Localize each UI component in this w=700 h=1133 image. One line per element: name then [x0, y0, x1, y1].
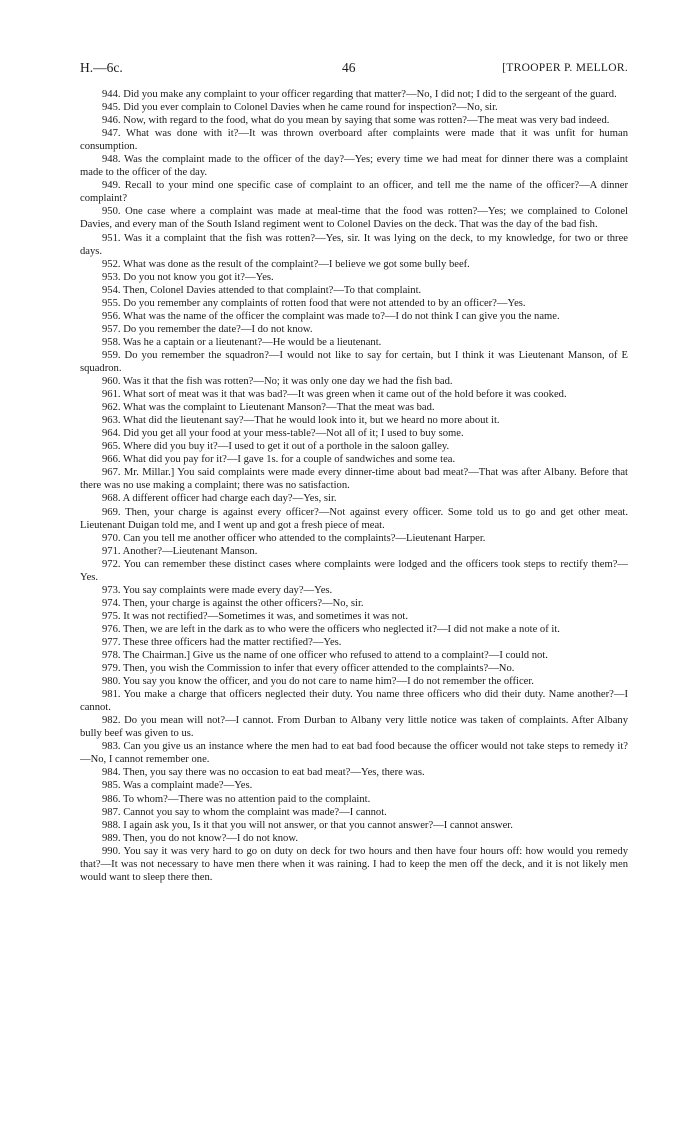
transcript-body	[80, 88, 628, 884]
question-answer: 953. Do you not know you got it?—Yes.	[102, 271, 274, 283]
question-answer: 982. Do you mean will not?—I cannot. From Durban to Albany very little notice was taken of complaints. After Albany bully beef was given to us.	[80, 715, 628, 740]
question-answer: 958. Was he a captain or a lieutenant?—He would be a lieutenant.	[102, 336, 382, 348]
question-answer: 955. Do you remember any complaints of rotten food that were not attended to by an officer?—Yes.	[102, 297, 526, 309]
question-answer: 960. Was it that the fish was rotten?—No; it was only one day we had the fish bad.	[102, 376, 453, 388]
question-answer: 949. Recall to your mind one specific case of complaint to an officer, and tell me the name of the officer?—A dinner complaint?	[80, 180, 628, 205]
question-answer: 970. Can you tell me another officer who attended to the complaints?—Lieutenant Harper.	[102, 532, 486, 544]
question-answer: 977. These three officers had the matter rectified?—Yes.	[102, 636, 342, 648]
question-answer: 957. Do you remember the date?—I do not know.	[102, 323, 313, 335]
question-answer: 978. The Chairman.] Give us the name of one officer who refused to attend to a complaint?—I could not.	[102, 650, 548, 662]
question-answer: 962. What was the complaint to Lieutenant Manson?—That the meat was bad.	[102, 402, 435, 414]
question-answer: 971. Another?—Lieutenant Manson.	[102, 545, 258, 557]
question-answer: 979. Then, you wish the Commission to infer that every officer attended to the complaints?—No.	[102, 663, 515, 675]
question-answer: 984. Then, you say there was no occasion to eat bad meat?—Yes, there was.	[102, 767, 425, 779]
question-answer: 964. Did you get all your food at your mess-table?—Not all of it; I used to buy some.	[102, 428, 464, 440]
question-answer: 988. I again ask you, Is it that you will not answer, or that you cannot answer?—I cannot answer.	[102, 819, 513, 831]
question-answer: 952. What was done as the result of the complaint?—I believe we got some bully beef.	[102, 258, 470, 270]
question-answer: 946. Now, with regard to the food, what do you mean by saying that some was rotten?—The meat was very bad indeed.	[102, 115, 610, 127]
question-answer: 983. Can you give us an instance where the men had to eat bad food because the officer would not take steps to remedy it?—No, I cannot remember one.	[80, 741, 628, 766]
question-answer: 966. What did you pay for it?—I gave 1s. for a couple of sandwiches and some tea.	[102, 454, 456, 466]
question-answer: 969. Then, your charge is against every officer?—Not against every officer. Some told us to go and get other meat. Lieutenant Duigan told me, and I went up and got a fresh piece of meat.	[80, 506, 628, 531]
question-answer: 956. What was the name of the officer the complaint was made to?—I do not think I can give you the name.	[102, 310, 560, 322]
question-answer: 948. Was the complaint made to the officer of the day?—Yes; every time we had meat for dinner there was a complaint made to the officer of the day.	[80, 154, 628, 179]
question-answer: 980. You say you know the officer, and you do not care to name him?—I do not remember the officer.	[102, 676, 534, 688]
question-answer: 954. Then, Colonel Davies attended to that complaint?—To that complaint.	[102, 284, 422, 296]
question-answer: 973. You say complaints were made every day?—Yes.	[102, 584, 333, 596]
question-answer: 987. Cannot you say to whom the complaint was made?—I cannot.	[102, 806, 387, 818]
question-answer: 959. Do you remember the squadron?—I would not like to say for certain, but I think it was Lieutenant Manson, of E squadron.	[80, 349, 628, 374]
document-reference: H.—6c.	[80, 60, 123, 75]
question-answer: 974. Then, your charge is against the other officers?—No, sir.	[102, 597, 364, 609]
question-answer: 975. It was not rectified?—Sometimes it was, and sometimes it was not.	[102, 610, 408, 622]
question-answer: 965. Where did you buy it?—I used to get it out of a porthole in the saloon galley.	[102, 441, 450, 453]
question-answer: 968. A different officer had charge each day?—Yes, sir.	[102, 493, 337, 505]
question-answer: 961. What sort of meat was it that was bad?—It was green when it came out of the hold before it was cooked.	[102, 389, 567, 401]
page-header	[80, 60, 628, 78]
page-number: 46	[342, 60, 356, 75]
question-answer: 985. Was a complaint made?—Yes.	[102, 780, 253, 792]
question-answer: 944. Did you make any complaint to your officer regarding that matter?—No, I did not; I did to the sergeant of the guard.	[102, 89, 617, 100]
question-answer: 947. What was done with it?—It was thrown overboard after complaints were made that it was unfit for human consumption.	[80, 128, 628, 153]
question-answer: 951. Was it a complaint that the fish was rotten?—Yes, sir. It was lying on the deck, to my knowledge, for two or three days.	[80, 232, 628, 257]
question-answer: 986. To whom?—There was no attention paid to the complaint.	[102, 793, 371, 805]
question-answer: 972. You can remember these distinct cases where complaints were lodged and the officers took steps to rectify them?—Yes.	[80, 558, 628, 583]
question-answer: 963. What did the lieutenant say?—That he would look into it, but we heard no more about it.	[102, 415, 500, 427]
question-answer: 976. Then, we are left in the dark as to who were the officers who neglected it?—I did not make a note of it.	[102, 623, 560, 635]
question-answer: 989. Then, you do not know?—I do not know.	[102, 832, 298, 844]
question-answer: 967. Mr. Millar.] You said complaints were made every dinner-time about bad meat?—That was after Albany. Before that there was no use making a complaint; there was no satisfaction.	[80, 467, 628, 492]
witness-name: [TROOPER P. MELLOR.	[502, 62, 628, 74]
question-answer: 945. Did you ever complain to Colonel Davies when he came round for inspection?—No, sir.	[102, 102, 498, 114]
question-answer: 990. You say it was very hard to go on duty on deck for two hours and then have four hours off: how would you remedy that?—It was not necessary to have men there when it was raining. I had to keep the men off the deck, and it is not likely men would want to sleep there then.	[80, 845, 628, 883]
question-answer: 950. One case where a complaint was made at meal-time that the food was rotten?—Yes; we complained to Colonel Davies, and every man of the South Island regiment went to Colonel Davies on the deck. That was the day of the bad fish.	[80, 206, 628, 231]
question-answer: 981. You make a charge that officers neglected their duty. You name three officers who did their duty. Name another?—I cannot.	[80, 689, 628, 714]
